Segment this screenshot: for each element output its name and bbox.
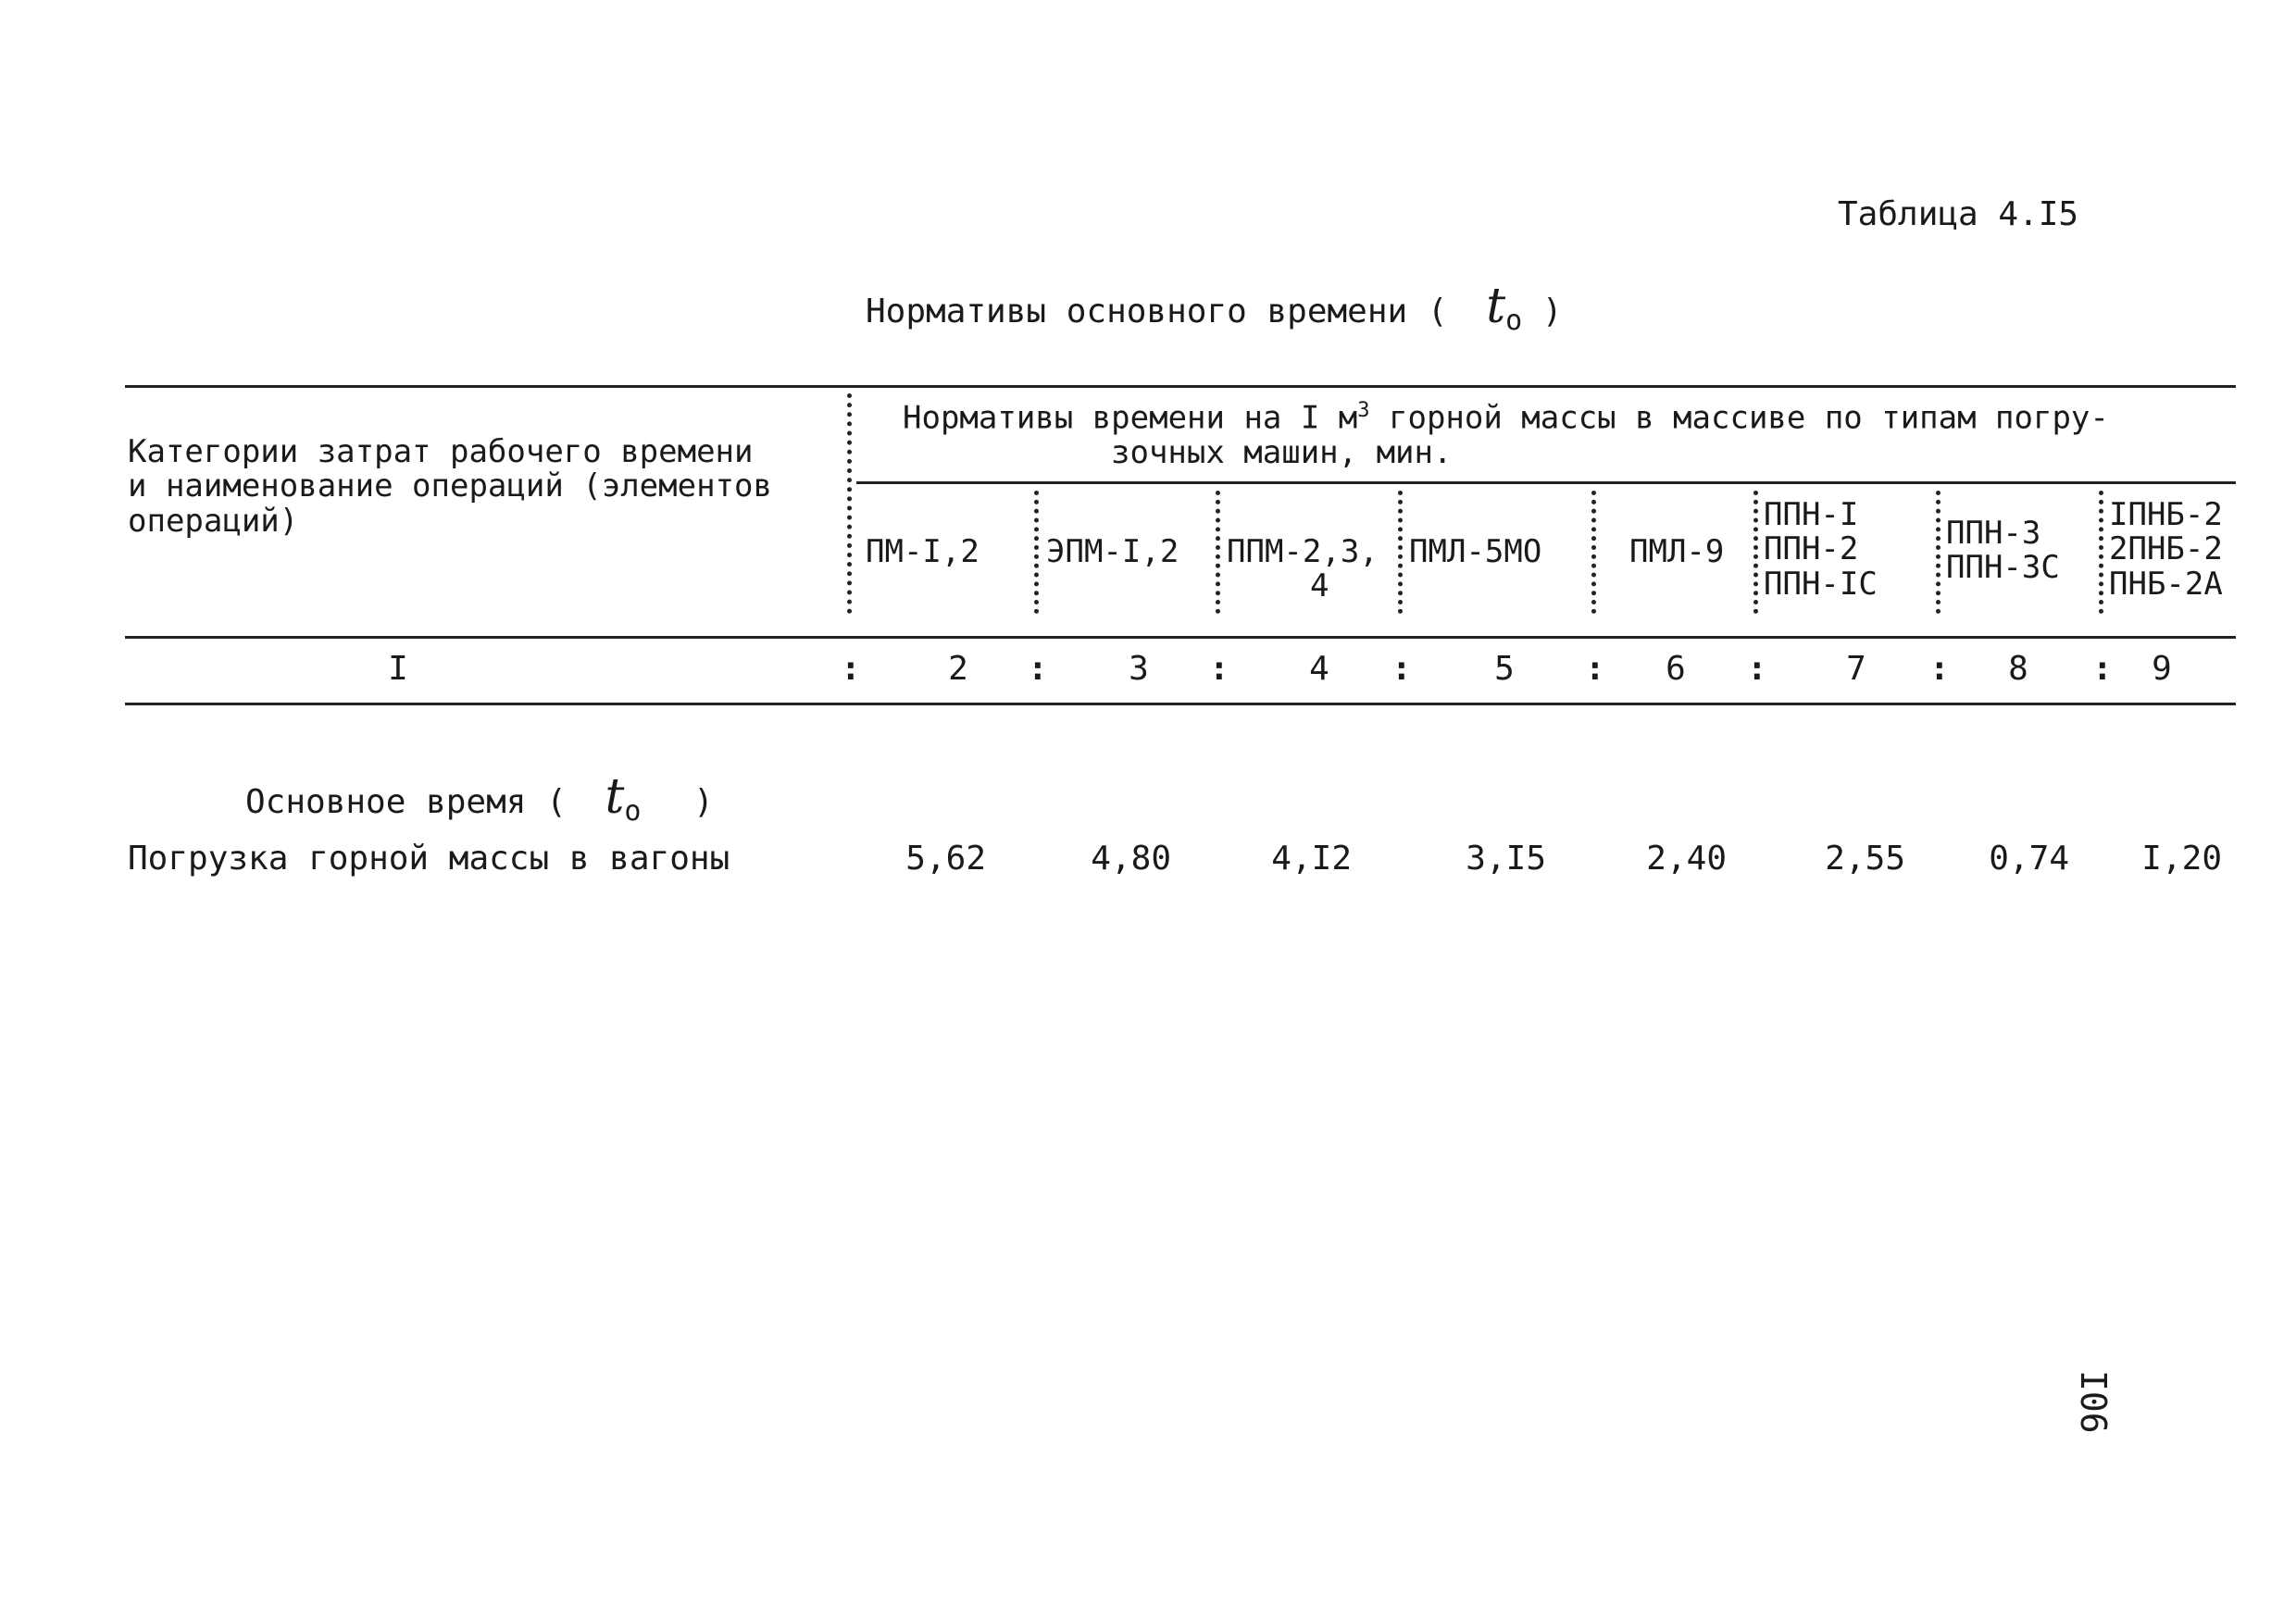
machine-header-line: ППН-3С: [1946, 549, 2060, 587]
title-close: ): [1541, 293, 1563, 330]
group-header-superscript: 3: [1357, 399, 1370, 422]
column-number: 9: [2152, 650, 2172, 688]
column-number: I: [388, 650, 408, 688]
machine-header-line: ППН-2: [1764, 530, 1859, 568]
machine-separator: [1936, 491, 1940, 614]
category-header: [128, 435, 772, 539]
column-colon: :: [1028, 650, 1048, 688]
column-numbers-bottom-rule: [125, 703, 2236, 705]
table-top-rule: [125, 385, 2236, 388]
group-header-text: Нормативы времени на I м: [903, 399, 1358, 437]
section-subscript: o: [624, 795, 642, 828]
machine-header-line: IПНБ-2: [2109, 496, 2223, 533]
machine-header-line: ПМЛ-9: [1629, 533, 1725, 570]
machine-header-line: ППМ-2,3,: [1227, 533, 1379, 570]
row-value: 2,40: [1646, 840, 1727, 878]
column-number: 8: [2008, 650, 2028, 688]
group-header-text-rest: горной массы в массиве по типам погру-: [1389, 399, 2109, 437]
machine-header-line: ПМЛ-5МО: [1409, 533, 1542, 570]
row-value: 4,80: [1091, 840, 1171, 878]
section-heading-text: Основное время (: [245, 783, 567, 821]
category-header-line: операций): [128, 502, 299, 540]
machine-header-line: ППН-I: [1764, 496, 1859, 533]
machine-header-4: [1409, 535, 1541, 569]
row-label: Погрузка горной массы в вагоны: [128, 840, 730, 878]
page-title: [866, 279, 1563, 338]
machine-header-line: ПНБ-2А: [2109, 565, 2223, 603]
machine-header-line: ЭПМ-I,2: [1046, 533, 1179, 570]
group-header-line1: [903, 400, 2109, 436]
group-header-line2: зочных машин, мин.: [1111, 433, 1453, 471]
machine-separator: [1034, 491, 1039, 614]
column-colon: :: [1209, 650, 1229, 688]
section-heading: [245, 769, 714, 828]
column-colon: :: [841, 650, 861, 688]
row-value: 4,I2: [1271, 840, 1352, 878]
machine-separator: [2099, 491, 2103, 614]
machine-header-7: [1946, 517, 2060, 586]
column-colon: :: [1391, 650, 1412, 688]
machine-header-line: ПМ-I,2: [866, 533, 980, 570]
column-number: 2: [948, 650, 968, 688]
column-number: 7: [1846, 650, 1866, 688]
column-numbers-top-rule: [125, 636, 2236, 639]
column-number: 6: [1666, 650, 1686, 688]
category-header-line: и наименование операций (элементов: [128, 467, 772, 505]
row-value: 2,55: [1825, 840, 1905, 878]
machine-separator: [1398, 491, 1403, 614]
column-colon: :: [1747, 650, 1767, 688]
column-number: 3: [1129, 650, 1149, 688]
row-value: 3,I5: [1466, 840, 1546, 878]
section-symbol: t: [605, 769, 625, 825]
machine-header-6: [1764, 498, 1878, 602]
machine-separator: [1591, 491, 1596, 614]
table-label: Таблица 4.I5: [1838, 195, 2079, 233]
machine-separator: [1216, 491, 1220, 614]
machine-header-5: [1629, 535, 1724, 569]
machine-header-line: ППН-IС: [1764, 565, 1878, 603]
column-colon: :: [1929, 650, 1950, 688]
row-value: I,20: [2141, 840, 2222, 878]
row-value: 0,74: [1989, 840, 2069, 878]
machine-header-line: ППН-3: [1946, 515, 2041, 552]
column-number: 4: [1309, 650, 1329, 688]
category-separator: [847, 393, 852, 614]
group-header: [903, 400, 2109, 470]
column-number: 5: [1494, 650, 1515, 688]
machine-separator: [1753, 491, 1758, 614]
machine-header-8: [2109, 498, 2223, 602]
machine-header-1: [866, 535, 980, 569]
machine-header-2: [1046, 535, 1179, 569]
category-header-line: Категории затрат рабочего времени: [128, 433, 754, 470]
machine-header-3: [1227, 535, 1379, 604]
machine-header-line: 2ПНБ-2: [2109, 530, 2223, 568]
group-header-rule: [856, 481, 2236, 484]
column-colon: :: [1585, 650, 1605, 688]
row-value: 5,62: [905, 840, 986, 878]
section-close: ): [693, 783, 714, 821]
machine-header-line: 4: [1310, 567, 1329, 605]
title-symbol: t: [1486, 279, 1506, 334]
title-text: Нормативы основного времени (: [866, 293, 1448, 330]
title-subscript: o: [1505, 305, 1523, 338]
column-colon: :: [2092, 650, 2113, 688]
page-number: I06: [2073, 1370, 2114, 1434]
